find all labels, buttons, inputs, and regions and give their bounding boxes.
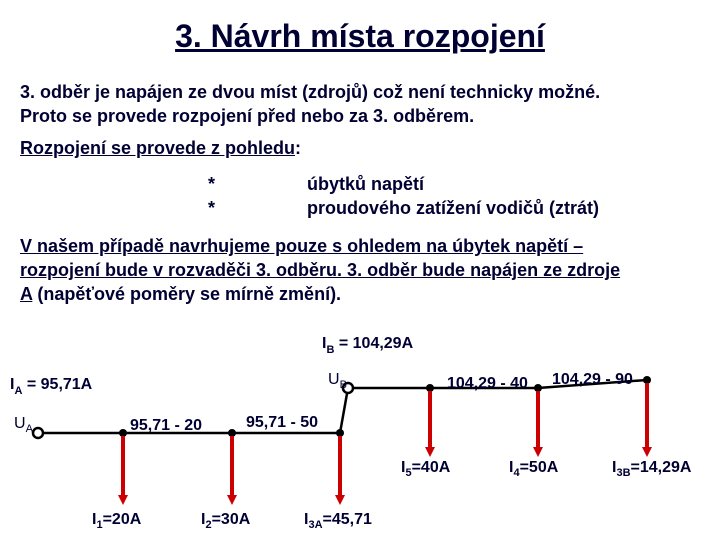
- proposal-line-3-rest: (napěťové poměry se mírně změní).: [32, 284, 342, 304]
- node-dot-2: [228, 429, 236, 437]
- bullet-marker-2: *: [208, 198, 216, 218]
- proposal-source-a: A: [20, 284, 33, 304]
- page-title: 3. Návrh místa rozpojení: [175, 18, 545, 54]
- bullet-text-2: proudového zatížení vodičů (ztrát): [307, 198, 600, 218]
- label-load-1: $I_1=20A$: [92, 511, 142, 531]
- label-ua: $U_A$: [14, 415, 33, 435]
- label-load-3a: $I_{3A}=45,71$: [304, 511, 372, 531]
- label-seg2: 95,71 - 50: [246, 414, 319, 431]
- label-ia: $I_A = 95,71A$: [10, 376, 93, 397]
- intro-line-1: 3. odběr je napájen ze dvou míst (zdrojů) což není technicky možné.: [20, 82, 601, 102]
- proposal-line-1: V našem případě navrhujeme pouze s ohledem na úbytek napětí –: [20, 236, 584, 256]
- label-load-2: $I_2=30A$: [201, 511, 251, 531]
- node-dot-3b: [643, 376, 651, 384]
- source-a-terminal: [33, 428, 43, 438]
- label-ub: $U_B$: [328, 371, 347, 391]
- intro-line-2: Proto se provede rozpojení před nebo za 3. odběrem.: [20, 106, 475, 126]
- bullet-text-1: úbytků napětí: [307, 174, 425, 194]
- node-dot-3a: [336, 429, 344, 437]
- wire-segment-b: [340, 388, 348, 433]
- label-load-3b: $I_{3B}=14,29A$: [612, 459, 692, 479]
- label-ib: $I_B = 104,29A$: [322, 335, 414, 356]
- label-seg4: 104,29 - 90: [552, 371, 633, 388]
- label-load-5: $I_5=40A$: [401, 459, 451, 479]
- node-dot-4: [534, 384, 542, 392]
- proposal-line-2: rozpojení bude v rozvaděči 3. odběru. 3. odběr bude napájen ze zdroje: [20, 260, 621, 280]
- criteria-heading-colon: :: [295, 138, 302, 158]
- label-seg3: 104,29 - 40: [447, 375, 528, 392]
- node-dot-1: [119, 429, 127, 437]
- bullet-marker-1: *: [208, 174, 216, 194]
- criteria-heading-text: Rozpojení se provede z pohledu: [20, 138, 296, 158]
- label-load-4: $I_4=50A$: [509, 459, 559, 479]
- node-dot-5: [426, 384, 434, 392]
- label-seg1: 95,71 - 20: [130, 417, 203, 434]
